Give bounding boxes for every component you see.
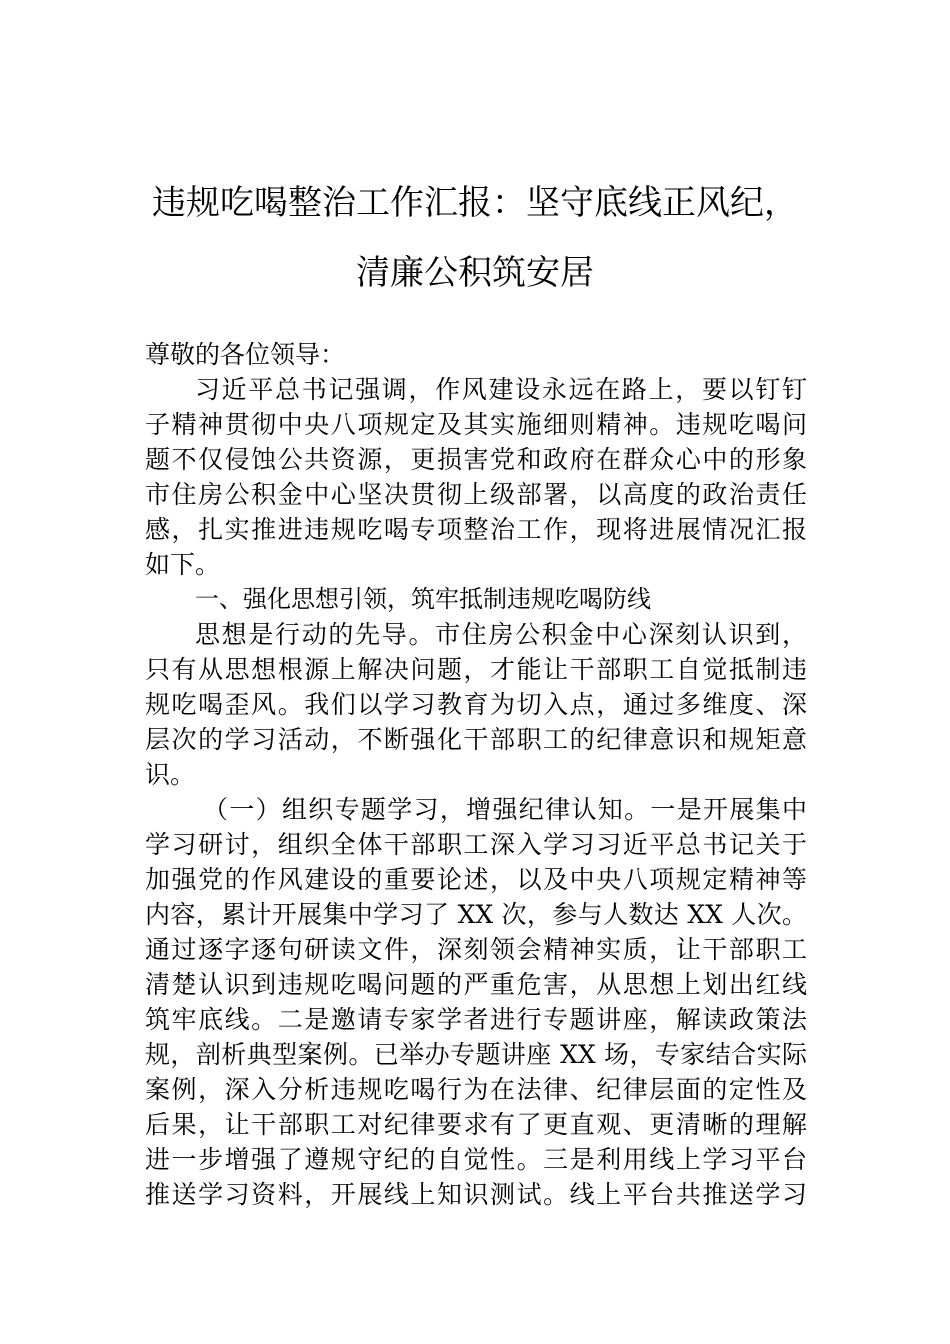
paragraph-line: 案例，深入分析违规吃喝行为在法律、纪律层面的定性及: [145, 1075, 807, 1104]
paragraph-line: 通过逐字逐句研读文件，深刻领会精神实质，让干部职工: [145, 935, 807, 964]
document-title-line-1: 违规吃喝整治工作汇报：坚守底线正风纪，: [152, 183, 798, 223]
paragraph-line: 习近平总书记强调，作风建设永远在路上，要以钉钉: [195, 375, 807, 404]
paragraph-line: 思想是行动的先导。市住房公积金中心深刻认识到，: [195, 620, 807, 649]
paragraph-line: 内容，累计开展集中学习了 XX 次，参与人数达 XX 人次。: [145, 900, 807, 929]
subsection-1-paragraph: [145, 792, 807, 1212]
paragraph-line: 题不仅侵蚀公共资源，更损害党和政府在群众心中的形象: [145, 445, 807, 474]
section-1-paragraph: [145, 617, 807, 792]
document-body: [145, 337, 807, 1212]
paragraph-line: 规，剖析典型案例。已举办专题讲座 XX 场，专家结合实际: [145, 1040, 807, 1069]
paragraph-line: 进一步增强了遵规守纪的自觉性。三是利用线上学习平台: [145, 1145, 807, 1174]
paragraph-line: 子精神贯彻中央八项规定及其实施细则精神。违规吃喝问: [145, 410, 807, 439]
paragraph-line: 规吃喝歪风。我们以学习教育为切入点，通过多维度、深: [145, 690, 807, 719]
paragraph-line: （一）组织专题学习，增强纪律认知。一是开展集中: [203, 795, 807, 824]
section-1-heading: 一、强化思想引领，筑牢抵制违规吃喝防线: [195, 585, 651, 613]
paragraph-line: 市住房公积金中心坚决贯彻上级部署，以高度的政治责任: [145, 480, 807, 509]
paragraph-line: 清楚认识到违规吃喝问题的严重危害，从思想上划出红线: [145, 970, 807, 999]
paragraph-line: 筑牢底线。二是邀请专家学者进行专题讲座，解读政策法: [145, 1005, 807, 1034]
paragraph-line: 推送学习资料，开展线上知识测试。线上平台共推送学习: [145, 1180, 807, 1209]
intro-paragraph: [145, 372, 807, 582]
paragraph-line: 后果，让干部职工对纪律要求有了更直观、更清晰的理解: [145, 1110, 807, 1139]
document-title-line-2: 清廉公积筑安居: [356, 253, 594, 293]
paragraph-line: 加强党的作风建设的重要论述，以及中央八项规定精神等: [145, 865, 807, 894]
paragraph-line: 只有从思想根源上解决问题，才能让干部职工自觉抵制违: [145, 655, 807, 684]
paragraph-line: 层次的学习活动，不断强化干部职工的纪律意识和规矩意: [145, 725, 807, 754]
salutation: 尊敬的各位领导：: [145, 340, 346, 369]
paragraph-line: 感，扎实推进违规吃喝专项整治工作，现将进展情况汇报: [145, 515, 807, 544]
paragraph-line: 如下。: [145, 550, 221, 579]
paragraph-line: 识。: [145, 760, 196, 789]
paragraph-line: 学习研讨，组织全体干部职工深入学习习近平总书记关于: [145, 830, 807, 859]
